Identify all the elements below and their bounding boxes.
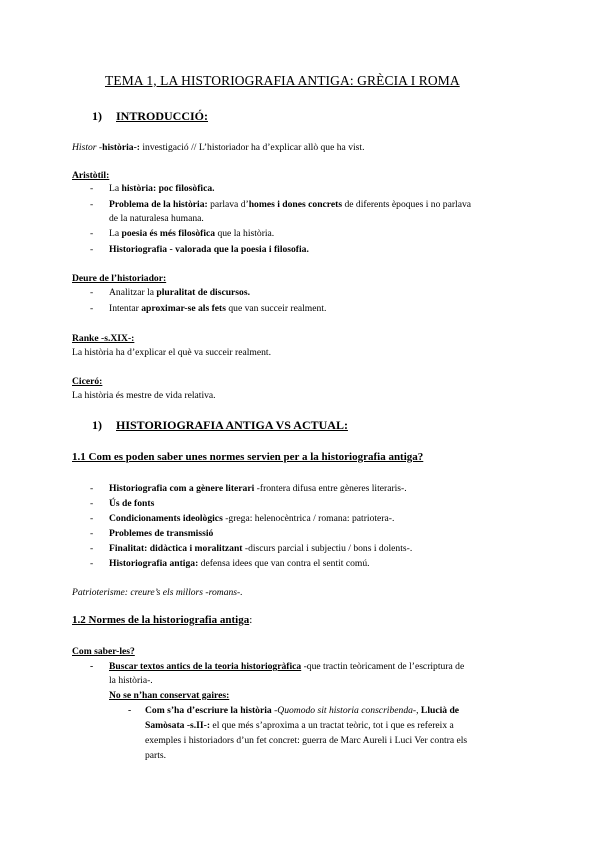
section-heading-antiga [92,419,348,432]
ranke-text: La història ha d’explicar el què va succeir realment. [72,347,271,358]
deure-label: Deure de l’historiador: [72,273,167,284]
histor-definition: Histor -història-: investigació // L’historiador ha d’explicar allò que ha vist. [72,142,365,153]
section-number: 1) [92,418,102,432]
cicero-label: Ciceró: [72,376,103,387]
sub-list-item-cont: parts. [145,750,167,761]
document-page: TEMA 1, LA HISTORIOGRAFIA ANTIGA: GRÈCIA I ROMA 1) INTRODUCCIÓ: Histor -història-: investigació // L’historiador ha d’explicar allò que ha vist. Aristòtil: - La història: poc filosòfica. - Problema de la història: parlava d’homes i dones concrets de diferents èpoques i no parlava de la naturalesa humana. - La poesia és més filosòfica que la història. - Historiografia - valorada que la poesia i filosofia. Deure de l’historiador: - Analitzar la pluralitat de discursos. - Intentar aproximar-se als fets que van succeir realment. Ranke -s.XIX-: La història ha d’explicar el què va succeir realment. Ciceró: La història és mestre de vida relativa. 1) HISTORIOGRAFIA ANTIGA VS ACTUAL: 1.1 Com es poden saber unes normes servien per a la historiografia antiga? - Historiografia com a gènere literari -frontera difusa entre gèneres literaris-. - Ús de fonts - Condicionaments ideològics -grega: helenocèntrica / romana: patriotera-. - Problemes de transmissió - Finalitat: didàctica i moralitzant -discurs parcial i subjectiu / bons i dolents-. - Historiografia antiga: defensa idees que van contra el sentit comú. Patrioterisme: creure’s els millors -romans-. 1.2 Normes de la historiografia antiga: Com saber-les? - Buscar textos antics de la teoria historiogràfica -que tractin teòricament de l’escriptura de la història-. No se n’han conservat gaires: - Com s’ha d’escriure la història -Quomodo sit historia conscribenda-, Llucià de Samòsata -s.II-: el que més s’aproxima a un tractat teòric, tot i que es refereix a exemples i historiadors d’un fet concret: guerra de Marc Aureli i Luci Ver contra els parts. [72,73,472,761]
section-heading-intro [92,110,208,123]
list-item-cont: la història-. [109,675,153,686]
subsection-heading-1-1: 1.1 Com es poden saber unes normes servien per a la historiografia antiga? [72,451,424,463]
sub-list-item-cont: exemples i historiadors d’un fet concret: guerra de Marc Aureli i Luci Ver contra els [145,735,468,746]
sub-list-item-cont: Samòsata -s.II-: el que més s’aproxima a un tractat teòric, tot i que es refereix a [145,720,454,731]
aristotil-item-cont: de la naturalesa humana. [109,213,204,224]
aristotil-label: Aristòtil: [72,170,110,181]
subsection-heading-1-2: 1.2 Normes de la historiografia antiga: [72,614,253,626]
no-conservat-label: No se n’han conservat gaires: [109,690,230,701]
patrioterisme-note: Patrioterisme: creure’s els millors -romans-. [72,587,243,598]
section-number: 1) [92,109,102,123]
com-saber-label: Com saber-les? [72,646,135,657]
cicero-text: La història és mestre de vida relativa. [72,390,216,401]
section-title: INTRODUCCIÓ: [116,109,209,123]
ranke-label: Ranke -s.XIX-: [72,333,135,344]
page-title: TEMA 1, LA HISTORIOGRAFIA ANTIGA: GRÈCIA I ROMA [105,73,460,88]
section-title: HISTORIOGRAFIA ANTIGA VS ACTUAL: [116,418,348,432]
